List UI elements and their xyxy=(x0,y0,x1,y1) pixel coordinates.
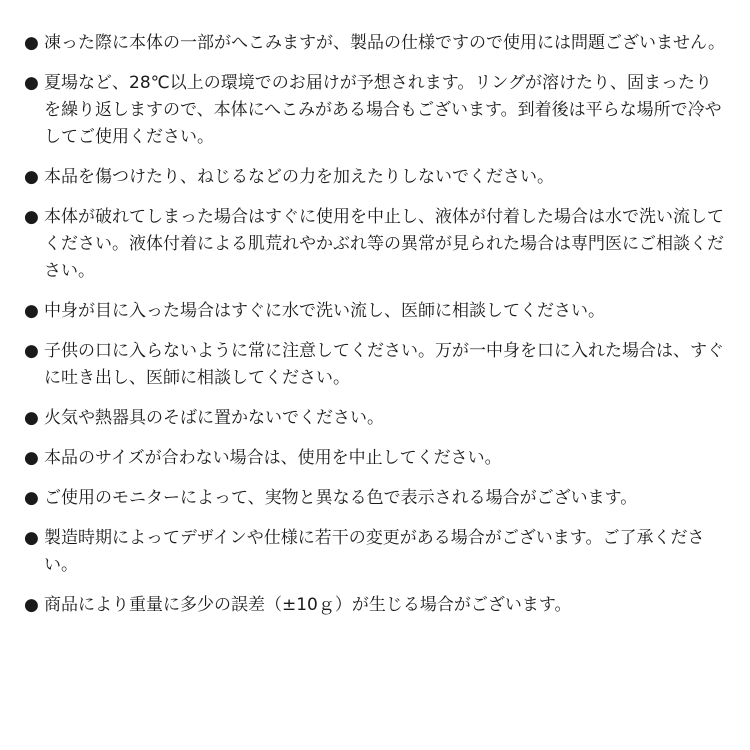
notice-item xyxy=(24,204,728,285)
notice-text: 本品のサイズが合わない場合は、使用を中止してください。 xyxy=(44,448,502,468)
bullet-icon: ● xyxy=(24,488,39,508)
bullet-icon: ● xyxy=(24,33,39,53)
notice-text: 本体が破れてしまった場合はすぐに使用を中止し、液体が付着した場合は水で洗い流してください。液体付着による肌荒れやかぶれ等の異常が見られた場合は専門医にご相談ください。 xyxy=(44,207,724,281)
bullet-icon: ● xyxy=(24,528,39,548)
notice-text: 火気や熱器具のそばに置かないでください。 xyxy=(44,408,384,428)
bullet-icon: ● xyxy=(24,595,39,615)
bullet-icon: ● xyxy=(24,341,39,361)
notice-item xyxy=(24,30,728,57)
bullet-icon: ● xyxy=(24,73,39,93)
notice-text: 商品により重量に多少の誤差（±10ｇ）が生じる場合がございます。 xyxy=(44,595,572,615)
bullet-icon: ● xyxy=(24,207,39,227)
notice-item xyxy=(24,445,728,472)
notice-item xyxy=(24,338,728,392)
notice-text: 夏場など、28℃以上の環境でのお届けが予想されます。リングが溶けたり、固まったりを繰り返しますので、本体にへこみがある場合もございます。到着後は平らな場所で冷やしてご使用ください。 xyxy=(44,73,722,147)
notice-text: 子供の口に入らないように常に注意してください。万が一中身を口に入れた場合は、すぐに吐き出し、医師に相談してください。 xyxy=(44,341,724,388)
bullet-icon: ● xyxy=(24,301,39,321)
notice-item xyxy=(24,592,728,619)
notice-text: 製造時期によってデザインや仕様に若干の変更がある場合がございます。ご了承ください。 xyxy=(44,528,705,575)
bullet-icon: ● xyxy=(24,448,39,468)
notice-item xyxy=(24,525,728,579)
notice-item xyxy=(24,298,728,325)
notice-item xyxy=(24,164,728,191)
notice-item xyxy=(24,70,728,151)
bullet-icon: ● xyxy=(24,167,39,187)
notice-list xyxy=(24,30,728,632)
notice-text: 本品を傷つけたり、ねじるなどの力を加えたりしないでください。 xyxy=(44,167,554,187)
notice-item xyxy=(24,485,728,512)
notice-text: ご使用のモニターによって、実物と異なる色で表示される場合がございます。 xyxy=(44,488,638,508)
notice-text: 中身が目に入った場合はすぐに水で洗い流し、医師に相談してください。 xyxy=(44,301,605,321)
bullet-icon: ● xyxy=(24,408,39,428)
notice-item xyxy=(24,405,728,432)
notice-text: 凍った際に本体の一部がへこみますが、製品の仕様ですので使用には問題ございません。 xyxy=(44,33,726,53)
